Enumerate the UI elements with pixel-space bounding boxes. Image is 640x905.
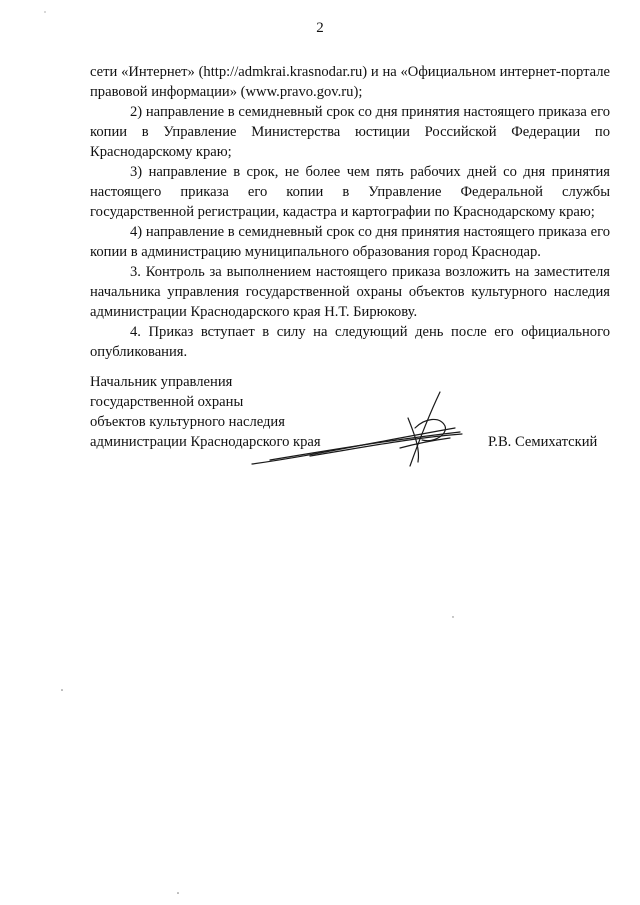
position-line: Начальник управления bbox=[90, 374, 233, 390]
position-line: объектов культурного наследия bbox=[90, 414, 285, 430]
page-number: 2 bbox=[316, 20, 324, 36]
paragraph-continuation: сети «Интернет» (http://admkrai.krasnodar.ru) и на «Официальном интернет-портале правовой информации» (www.pravo.gov.ru); bbox=[90, 64, 610, 100]
signer-name: Р.В. Семихатский bbox=[488, 434, 598, 450]
paragraph-clause-3: 3. Контроль за выполнением настоящего приказа возложить на заместителя начальника управления государственной охраны объектов культурного наследия администрации Краснодарского края Н.Т. Бирюкову. bbox=[90, 264, 610, 320]
position-line: государственной охраны bbox=[90, 394, 244, 410]
paragraph-item-3: 3) направление в срок, не более чем пять рабочих дней со дня принятия настоящего приказа его копии в Управление Федеральной службы государственной регистрации, кадастра и картографии по Краснодарскому краю; bbox=[90, 164, 610, 220]
paragraph-item-2: 2) направление в семидневный срок со дня принятия настоящего приказа его копии в Управление Министерства юстиции Российской Федерации по Краснодарскому краю; bbox=[90, 104, 610, 160]
paragraph-clause-4: 4. Приказ вступает в силу на следующий день после его официального опубликования. bbox=[90, 324, 610, 360]
paragraph-item-4: 4) направление в семидневный срок со дня принятия настоящего приказа его копии в администрацию муниципального образования город Краснодар. bbox=[90, 224, 610, 260]
position-line: администрации Краснодарского края bbox=[90, 434, 321, 450]
